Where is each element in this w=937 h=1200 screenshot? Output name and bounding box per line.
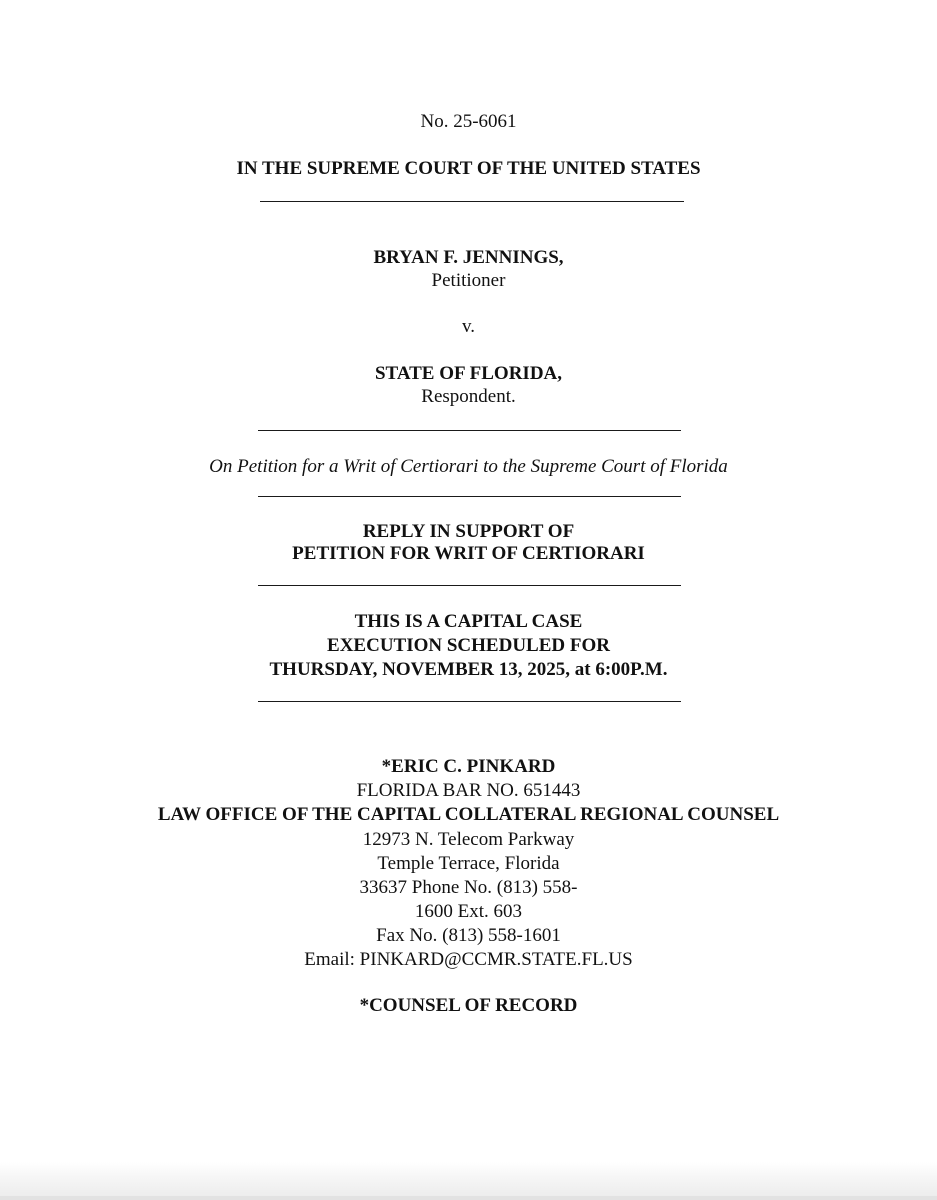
document-title-line1: REPLY IN SUPPORT OF <box>362 521 575 542</box>
docket-number: No. 25-6061 <box>420 111 517 132</box>
capital-notice-line1: THIS IS A CAPITAL CASE <box>354 611 583 632</box>
counsel-name: *ERIC C. PINKARD <box>381 756 556 777</box>
petition-line: On Petition for a Writ of Certiorari to the Supreme Court of Florida <box>209 456 728 477</box>
versus-label: v. <box>461 316 476 337</box>
court-name: IN THE SUPREME COURT OF THE UNITED STATES <box>236 158 701 179</box>
divider-rule <box>258 496 681 497</box>
capital-notice-line2: EXECUTION SCHEDULED FOR <box>327 635 610 656</box>
divider-rule <box>258 430 681 431</box>
counsel-email: Email: PINKARD@CCMR.STATE.FL.US <box>304 949 633 970</box>
counsel-address-street: 12973 N. Telecom Parkway <box>362 829 575 850</box>
document-title-line2: PETITION FOR WRIT OF CERTIORARI <box>292 543 645 564</box>
divider-rule <box>260 201 684 202</box>
respondent-name: STATE OF FLORIDA, <box>374 363 563 384</box>
page-bottom-bar <box>0 1196 937 1200</box>
counsel-phone-line1: 33637 Phone No. (813) 558- <box>359 877 578 898</box>
capital-notice-line3: THURSDAY, NOVEMBER 13, 2025, at 6:00P.M. <box>269 659 668 680</box>
counsel-bar-number: FLORIDA BAR NO. 651443 <box>356 780 581 801</box>
petitioner-role: Petitioner <box>431 270 506 291</box>
divider-rule <box>258 585 681 586</box>
counsel-office: LAW OFFICE OF THE CAPITAL COLLATERAL REGIONAL COUNSEL <box>157 804 780 825</box>
respondent-role: Respondent. <box>421 386 516 407</box>
divider-rule <box>258 701 681 702</box>
counsel-address-city: Temple Terrace, Florida <box>377 853 560 874</box>
counsel-phone-line2: 1600 Ext. 603 <box>414 901 523 922</box>
page-bottom-edge <box>0 1162 937 1200</box>
counsel-fax: Fax No. (813) 558-1601 <box>376 925 561 946</box>
petitioner-name: BRYAN F. JENNINGS, <box>373 247 564 268</box>
counsel-of-record: *COUNSEL OF RECORD <box>359 995 578 1016</box>
